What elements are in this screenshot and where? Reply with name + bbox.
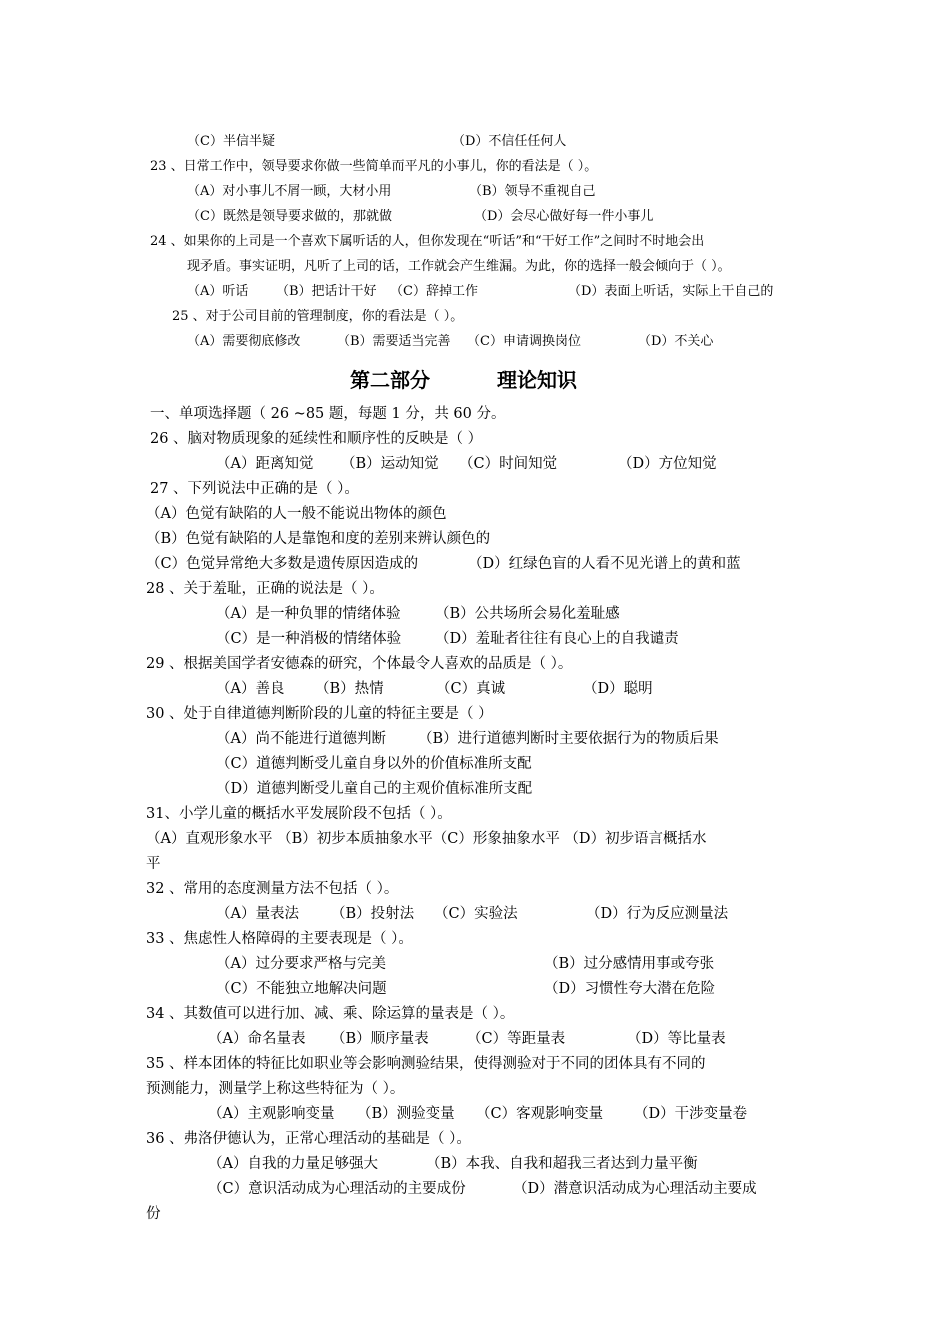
q30-option-a: （A）尚不能进行道德判断: [216, 731, 386, 747]
q27-stem: 27 、下列说法中正确的是（ ）。: [150, 481, 359, 497]
q22-option-d: （D）不信任任何人: [452, 134, 567, 149]
q27-option-d: （D）红绿色盲的人看不见光谱上的黄和蓝: [468, 556, 741, 572]
q26-option-c: （C）时间知觉: [459, 456, 558, 472]
q34-option-a: （A）命名量表: [208, 1031, 306, 1047]
q36-option-d-line1: （D）潜意识活动成为心理活动主要成: [513, 1181, 757, 1197]
q32-option-b: （B）投射法: [331, 906, 415, 922]
q33-option-c: （C）不能独立地解决问题: [216, 981, 387, 997]
q23-option-b: （B）领导不重视自己: [469, 184, 596, 199]
q29-stem: 29 、根据美国学者安德森的研究，个体最令人喜欢的品质是（ ）。: [146, 656, 573, 672]
q31-options-line2: 平: [146, 856, 161, 872]
q36-option-d-line2: 份: [146, 1206, 161, 1222]
q36-option-c: （C）意识活动成为心理活动的主要成份: [208, 1181, 466, 1197]
q23-option-a: （A）对小事儿不屑一顾，大材小用: [187, 184, 392, 199]
section-heading: 一、单项选择题（ 26 ~85 题，每题 1 分，共 60 分。: [150, 406, 506, 422]
q29-option-a: （A）善良: [216, 681, 285, 697]
q26-stem: 26 、脑对物质现象的延续性和顺序性的反映是（ ）: [150, 431, 483, 447]
q27-option-b: （B）色觉有缺陷的人是靠饱和度的差别来辨认颜色的: [146, 531, 491, 547]
q30-option-d: （D）道德判断受儿童自己的主观价值标准所支配: [216, 781, 533, 797]
q26-option-b: （B）运动知觉: [341, 456, 439, 472]
q30-option-b: （B）进行道德判断时主要依据行为的物质后果: [418, 731, 719, 747]
q26-option-d: （D）方位知觉: [618, 456, 717, 472]
q30-stem: 30 、处于自律道德判断阶段的儿童的特征主要是（ ）: [146, 706, 493, 722]
q25-option-c: （C）申请调换岗位: [467, 334, 581, 349]
q35-option-b: （B）测验变量: [357, 1106, 455, 1122]
q28-stem: 28 、关于羞耻，正确的说法是（ ）。: [146, 581, 384, 597]
q32-stem: 32 、常用的态度测量方法不包括（ ）。: [146, 881, 399, 897]
q26-option-a: （A）距离知觉: [216, 456, 314, 472]
q36-option-b: （B）本我、自我和超我三者达到力量平衡: [426, 1156, 698, 1172]
q34-stem: 34 、其数值可以进行加、减、乘、除运算的量表是（ ）。: [146, 1006, 515, 1022]
q24-stem-line1: 24 、如果你的上司是一个喜欢下属听话的人，但你发现在“听话”和“干好工作”之间时不时地会出: [150, 234, 705, 249]
part-title-left: 第二部分: [350, 368, 430, 392]
q28-option-b: （B）公共场所会易化羞耻感: [435, 606, 620, 622]
q29-option-c: （C）真诚: [436, 681, 506, 697]
q25-option-d: （D）不关心: [638, 334, 714, 349]
q24-option-d: （D）表面上听话，实际上干自己的: [568, 284, 774, 299]
q35-option-a: （A）主观影响变量: [208, 1106, 335, 1122]
q34-option-c: （C）等距量表: [467, 1031, 566, 1047]
q32-option-d: （D）行为反应测量法: [586, 906, 729, 922]
q31-stem: 31、小学儿童的概括水平发展阶段不包括（ ）。: [146, 806, 452, 822]
q23-option-c: （C）既然是领导要求做的，那就做: [187, 209, 392, 224]
part-title-right: 理论知识: [497, 368, 577, 392]
q27-option-c: （C）色觉异常绝大多数是遗传原因造成的: [146, 556, 419, 572]
q35-option-c: （C）客观影响变量: [476, 1106, 604, 1122]
q35-stem-line2: 预测能力，测量学上称这些特征为（ ）。: [146, 1081, 405, 1097]
q29-option-b: （B）热情: [315, 681, 384, 697]
q33-option-b: （B）过分感情用事或夸张: [544, 956, 715, 972]
q29-option-d: （D）聪明: [583, 681, 653, 697]
q35-option-d: （D）干涉变量卷: [634, 1106, 748, 1122]
q22-option-c: （C）半信半疑: [187, 134, 275, 149]
q25-stem: 25 、对于公司目前的管理制度，你的看法是（ ）。: [172, 309, 464, 324]
q30-option-c: （C）道德判断受儿童自身以外的价值标准所支配: [216, 756, 532, 772]
q36-option-a: （A）自我的力量足够强大: [208, 1156, 378, 1172]
q36-stem: 36 、弗洛伊德认为，正常心理活动的基础是（ ）。: [146, 1131, 471, 1147]
q33-stem: 33 、焦虑性人格障碍的主要表现是（ ）。: [146, 931, 413, 947]
q32-option-a: （A）量表法: [216, 906, 299, 922]
q25-option-b: （B）需要适当完善: [337, 334, 451, 349]
q34-option-b: （B）顺序量表: [331, 1031, 429, 1047]
q24-option-c: （C）辞掉工作: [390, 284, 478, 299]
q35-stem-line1: 35 、样本团体的特征比如职业等会影响测验结果，使得测验对于不同的团体具有不同的: [146, 1056, 706, 1072]
q32-option-c: （C）实验法: [434, 906, 518, 922]
q31-options-line1: （A）直观形象水平 （B）初步本质抽象水平（C）形象抽象水平 （D）初步语言概括水: [146, 831, 707, 847]
q24-option-a: （A）听话: [187, 284, 249, 299]
q33-option-d: （D）习惯性夸大潜在危险: [544, 981, 716, 997]
q33-option-a: （A）过分要求严格与完美: [216, 956, 386, 972]
q24-stem-line2: 现矛盾。事实证明，凡听了上司的话，工作就会产生维漏。为此，你的选择一般会倾向于（ ）。: [187, 259, 731, 274]
q27-option-a: （A）色觉有缺陷的人一般不能说出物体的颜色: [146, 506, 447, 522]
q28-option-a: （A）是一种负罪的情绪体验: [216, 606, 401, 622]
q24-option-b: （B）把话计干好: [276, 284, 377, 299]
q23-option-d: （D）会尽心做好每一件小事儿: [474, 209, 654, 224]
q25-option-a: （A）需要彻底修改: [187, 334, 301, 349]
q23-stem: 23 、日常工作中，领导要求你做一些简单而平凡的小事儿，你的看法是（ ）。: [150, 159, 598, 174]
q28-option-d: （D）羞耻者往往有良心上的自我谴责: [435, 631, 679, 647]
q28-option-c: （C）是一种消极的情绪体验: [216, 631, 402, 647]
q34-option-d: （D）等比量表: [627, 1031, 726, 1047]
